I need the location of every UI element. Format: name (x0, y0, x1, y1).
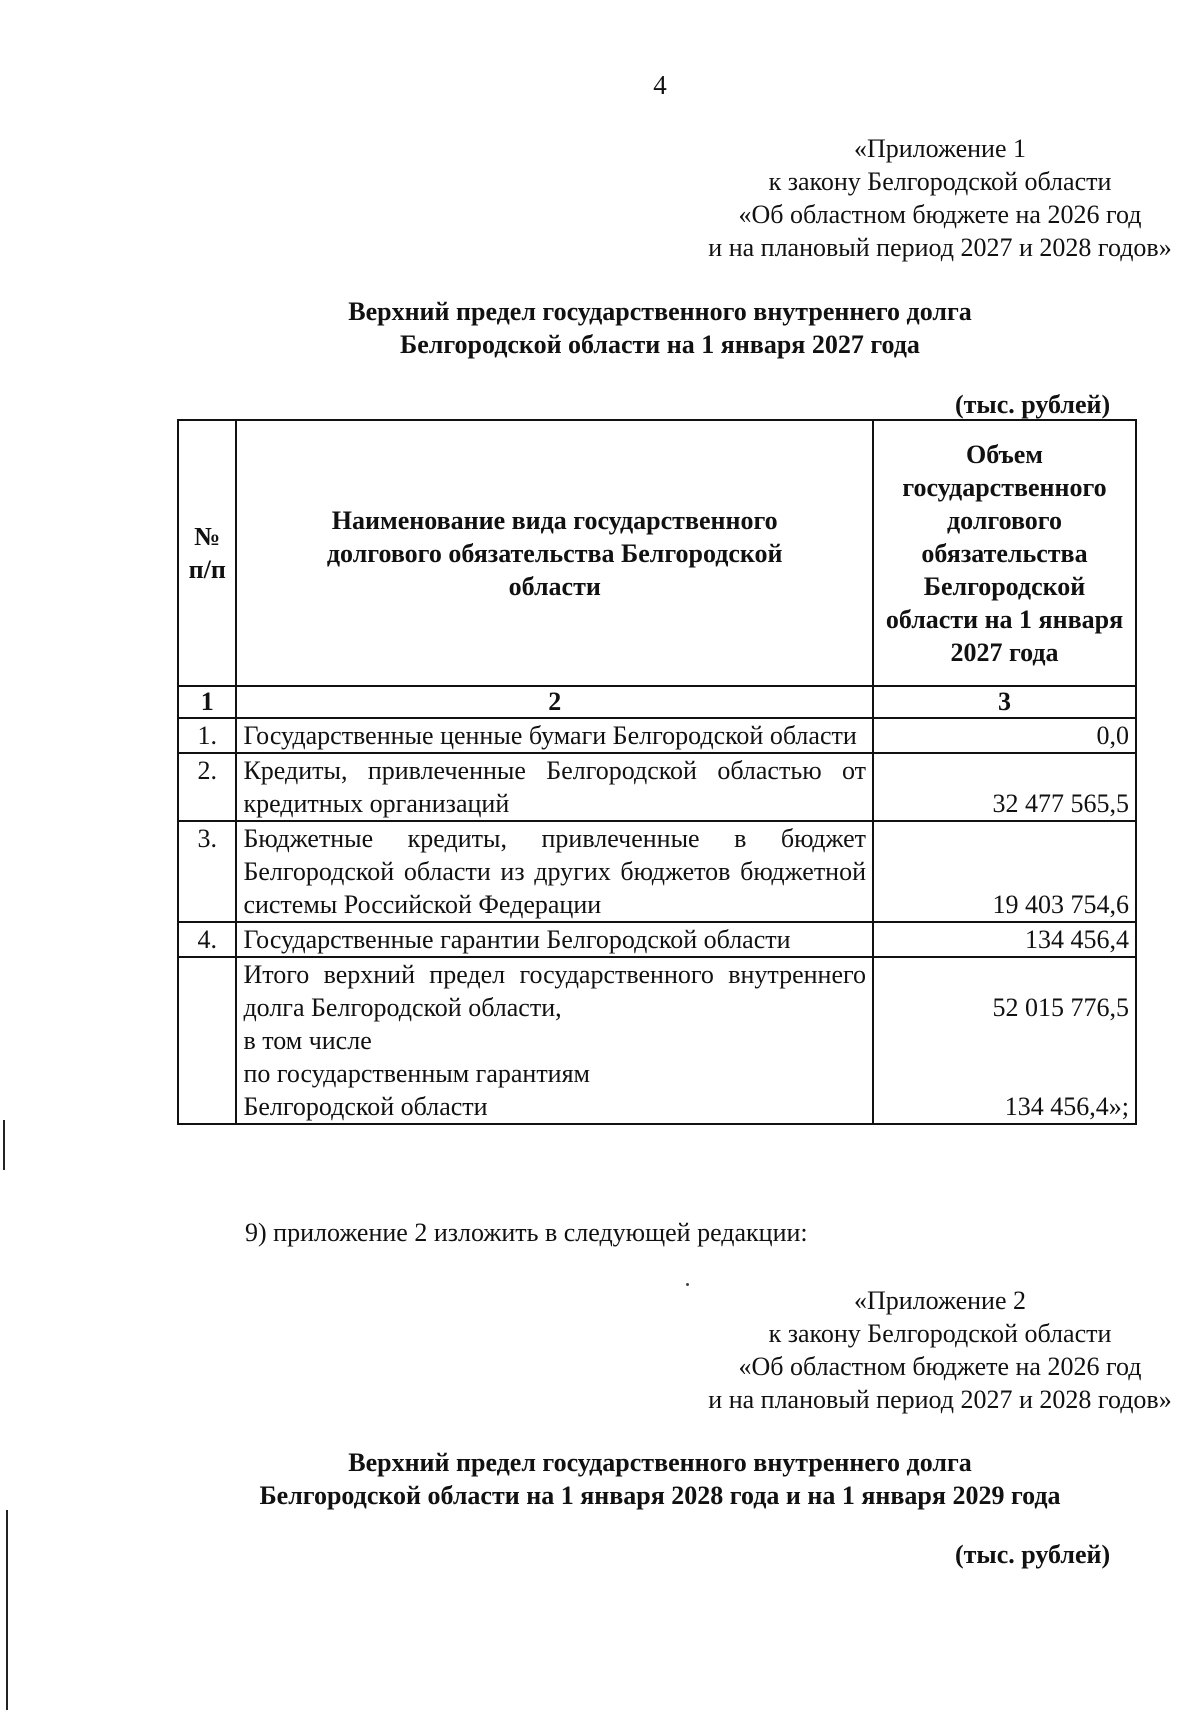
row-value: 32 477 565,5 (873, 753, 1136, 821)
table-row (178, 753, 1136, 821)
scan-artifact-mark (6, 1510, 8, 1710)
table-row (178, 718, 1136, 753)
total-num (178, 957, 236, 1124)
total-name-cell (236, 957, 873, 1124)
scan-artifact-mark (3, 1120, 5, 1170)
total-guarantees-value: 134 456,4»; (1004, 1092, 1129, 1121)
appendix-1-header (600, 132, 1200, 264)
title-2-line: Верхний предел государственного внутреннего долга (348, 1448, 972, 1477)
column-number: 3 (873, 686, 1136, 718)
header-num: № п/п (178, 420, 236, 686)
column-number: 1 (178, 686, 236, 718)
total-name: Итого верхний предел государственного внутреннего долга Белгородской области, (243, 960, 867, 1022)
row-num: 2. (178, 753, 236, 821)
units-label-1: (тыс. рублей) (955, 390, 1111, 419)
appendix-2-header (600, 1284, 1200, 1416)
appendix-2-line: к закону Белгородской области (768, 1319, 1112, 1348)
title-2 (0, 1446, 1200, 1512)
row-name: Бюджетные кредиты, привлеченные в бюджет Белгородской области из других бюджетов бюджетной системы Российской Федерации (236, 821, 873, 922)
row-num: 3. (178, 821, 236, 922)
title-2-line: Белгородской области на 1 января 2028 года и на 1 января 2029 года (259, 1481, 1061, 1510)
header-value: Объем государственного долгового обязательства Белгородской области на 1 января 2027 года (873, 420, 1136, 686)
page-number: 4 (653, 70, 667, 100)
row-value: 19 403 754,6 (873, 821, 1136, 922)
row-num: 4. (178, 922, 236, 957)
scan-artifact-dot (686, 1283, 689, 1286)
appendix-2-line: «Об областном бюджете на 2026 год (738, 1352, 1142, 1381)
title-1-line: Белгородской области на 1 января 2027 года (400, 330, 920, 359)
table-row (178, 922, 1136, 957)
column-number: 2 (236, 686, 873, 718)
title-1-line: Верхний предел государственного внутреннего долга (348, 297, 972, 326)
row-name: Государственные гарантии Белгородской области (236, 922, 873, 957)
total-in-that: в том числе (243, 1026, 372, 1055)
units-label-2: (тыс. рублей) (955, 1540, 1111, 1569)
row-name: Государственные ценные бумаги Белгородской области (236, 718, 873, 753)
row-value: 0,0 (873, 718, 1136, 753)
debt-table (177, 419, 1137, 1125)
total-guarantees: по государственным гарантиям Белгородской области (243, 1059, 591, 1121)
total-value: 52 015 776,5 (992, 993, 1129, 1022)
appendix-1-line: «Приложение 1 (853, 134, 1027, 163)
instruction-text: 9) приложение 2 изложить в следующей редакции: (245, 1218, 808, 1247)
appendix-1-line: «Об областном бюджете на 2026 год (738, 200, 1142, 229)
appendix-2-line: и на плановый период 2027 и 2028 годов» (708, 1385, 1172, 1414)
total-row (178, 957, 1136, 1124)
table-header-row (178, 420, 1136, 686)
row-name: Кредиты, привлеченные Белгородской областью от кредитных организаций (236, 753, 873, 821)
appendix-1-line: и на плановый период 2027 и 2028 годов» (708, 233, 1172, 262)
row-value: 134 456,4 (873, 922, 1136, 957)
column-number-row (178, 686, 1136, 718)
table-row (178, 821, 1136, 922)
title-1 (0, 295, 1200, 361)
row-num: 1. (178, 718, 236, 753)
total-value-cell (873, 957, 1136, 1124)
appendix-2-line: «Приложение 2 (853, 1286, 1027, 1315)
header-name: Наименование вида государственного долгового обязательства Белгородской области (236, 420, 873, 686)
appendix-1-line: к закону Белгородской области (768, 167, 1112, 196)
